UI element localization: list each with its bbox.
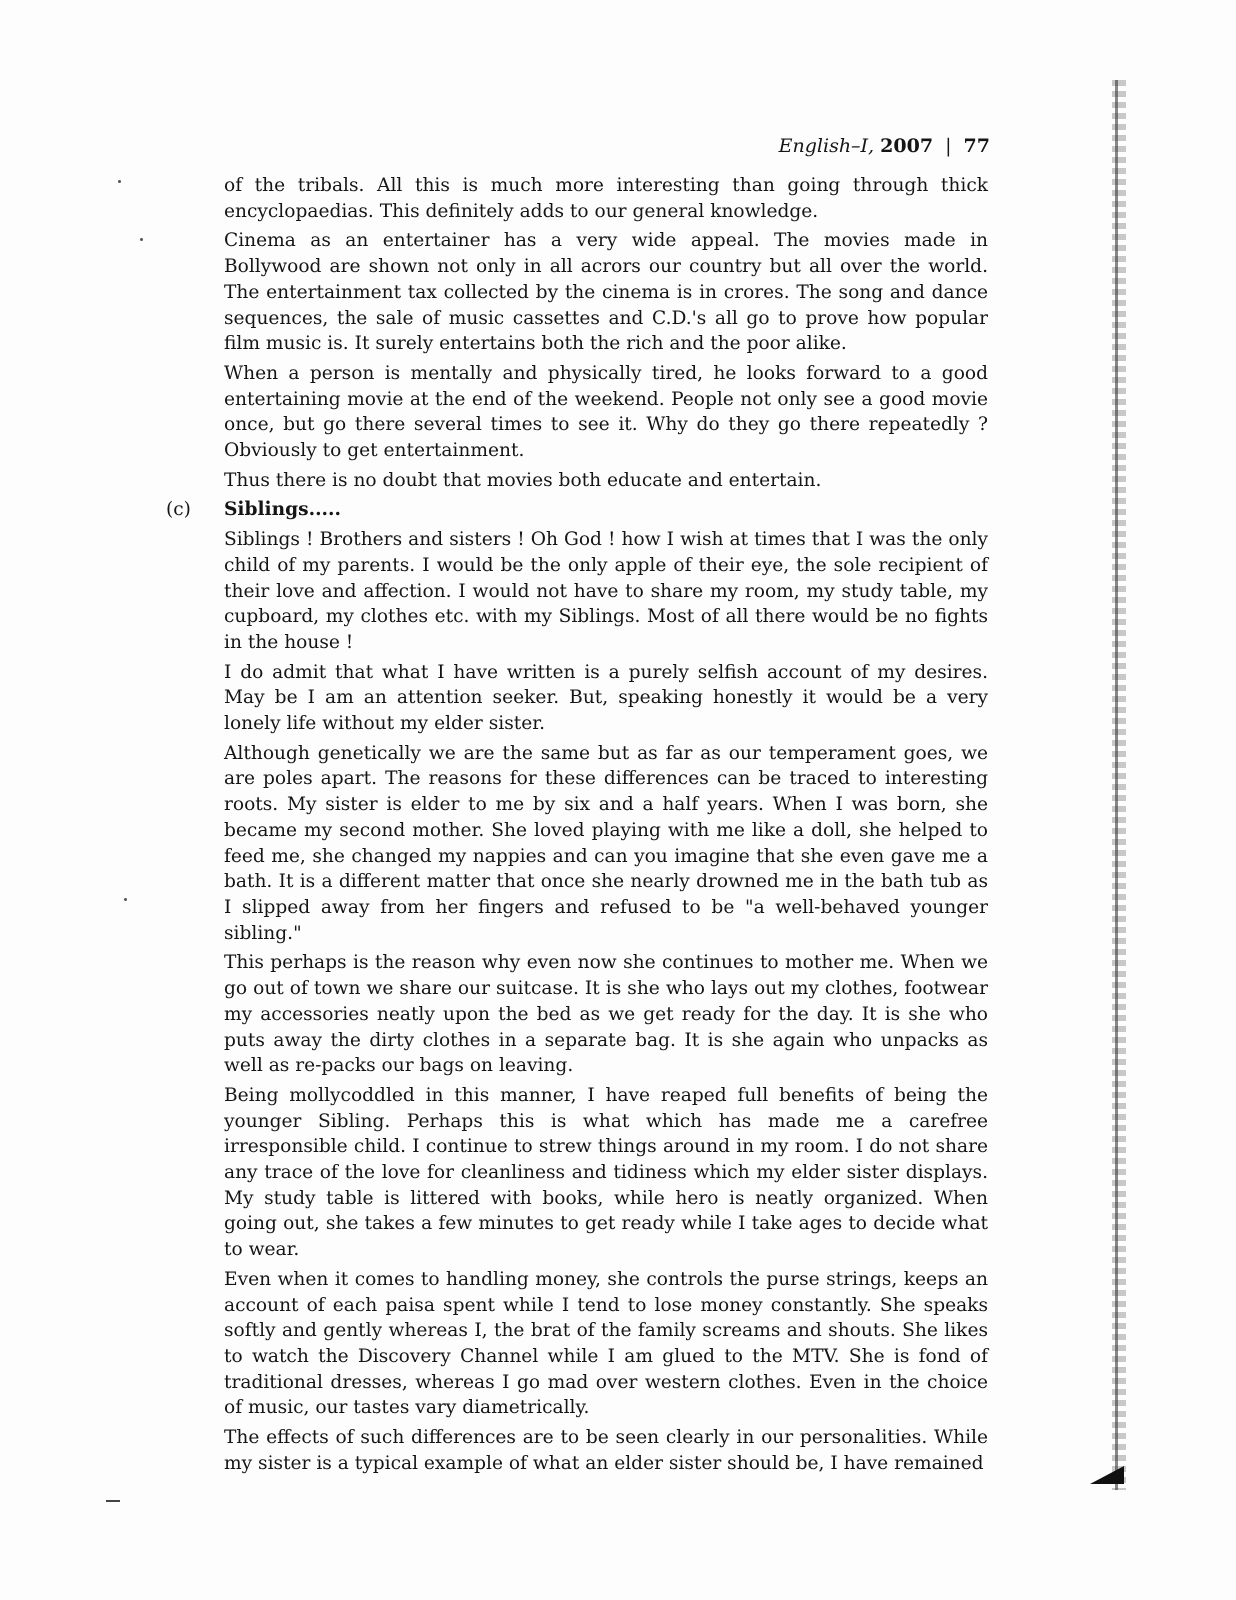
paragraph: When a person is mentally and physically tired, he looks forward to a good entertaining movie at the end of the weekend. People not only see a good movie once, but go there several times to see it. Why do they go there repeatedly ? Obviously to get entertainment. bbox=[224, 362, 988, 462]
binding-corner-mark bbox=[1090, 1466, 1124, 1484]
binding-edge bbox=[1115, 80, 1118, 1490]
paragraph: Siblings ! Brothers and sisters ! Oh God ! how I wish at times that I was the only child of my parents. I would be the only apple of their eye, the sole recipient of their love and affection. I would not have to share my room, my study table, my cupboard, my clothes etc. with my Siblings. Most of all there would be no fights in the house ! bbox=[224, 529, 988, 653]
running-head bbox=[740, 134, 990, 158]
book-year: 2007 bbox=[880, 135, 934, 157]
book-title: English–I, bbox=[778, 135, 875, 157]
section-title: Siblings..... bbox=[224, 499, 341, 521]
paragraph: of the tribals. All this is much more interesting than going through thick encyclopaedias. This definitely adds to our general knowledge. bbox=[224, 175, 988, 222]
paragraph: Although genetically we are the same but as far as our temperament goes, we are poles apart. The reasons for these differences can be traced to interesting roots. My sister is elder to me by six and a half years. When I was born, she became my second mother. She loved playing with me like a doll, she helped to feed me, she changed my nappies and can you imagine that she even gave me a bath. It is a different matter that once she nearly drowned me in the bath tub as I slipped away from her fingers and refused to be "a well-behaved younger sibling." bbox=[224, 742, 988, 944]
paragraph: This perhaps is the reason why even now she continues to mother me. When we go out of town we share our suitcase. It is she who lays out my clothes, footwear my accessories neatly upon the bed as we get ready for the day. It is she who puts away the dirty clothes in a separate bag. It is she again who unpacks as well as re-packs our bags on leaving. bbox=[224, 952, 988, 1077]
body-text bbox=[166, 173, 988, 1480]
paragraph: The effects of such differences are to be seen clearly in our personalities. While my sister is a typical example of what an elder sister should be, I have remained bbox=[224, 1427, 988, 1474]
header-separator: | bbox=[945, 135, 952, 157]
scan-mark bbox=[106, 1500, 120, 1502]
paragraph: Thus there is no doubt that movies both educate and entertain. bbox=[224, 469, 822, 491]
section-c bbox=[166, 497, 988, 1476]
scan-speck bbox=[118, 180, 121, 183]
paragraph: I do admit that what I have written is a purely selfish account of my desires. May be I am an attention seeker. But, speaking honestly it would be a very lonely life without my elder sister. bbox=[224, 661, 988, 735]
page-number: 77 bbox=[963, 135, 990, 157]
paragraph: Even when it comes to handling money, she controls the purse strings, keeps an account of each paisa spent while I tend to lose money constantly. She speaks softly and gently whereas I, the brat of the family screams and shouts. She likes to watch the Discovery Channel while I am glued to the MTV. She is fond of traditional dresses, whereas I go mad over western clothes. Even in the choice of music, our tastes vary diametrically. bbox=[224, 1268, 988, 1419]
scan-speck bbox=[124, 898, 127, 901]
scan-speck bbox=[140, 238, 143, 241]
paragraph: Cinema as an entertainer has a very wide appeal. The movies made in Bollywood are shown not only in all acrors our country but all over the world. The entertainment tax collected by the cinema is in crores. The song and dance sequences, the sale of music cassettes and C.D.'s all go to prove how popular film music is. It surely entertains both the rich and the poor alike. bbox=[224, 230, 988, 355]
section-marker: (c) bbox=[166, 499, 191, 521]
paragraph: Being mollycoddled in this manner, I have reaped full benefits of being the younger Sibling. Perhaps this is what which has made me a carefree irresponsible child. I continue to strew things around in my room. I do not share any trace of the love for cleanliness and tidiness which my elder sister displays. My study table is littered with books, while hero is neatly organized. When going out, she takes a few minutes to get ready while I take ages to decide what to wear. bbox=[224, 1084, 988, 1261]
